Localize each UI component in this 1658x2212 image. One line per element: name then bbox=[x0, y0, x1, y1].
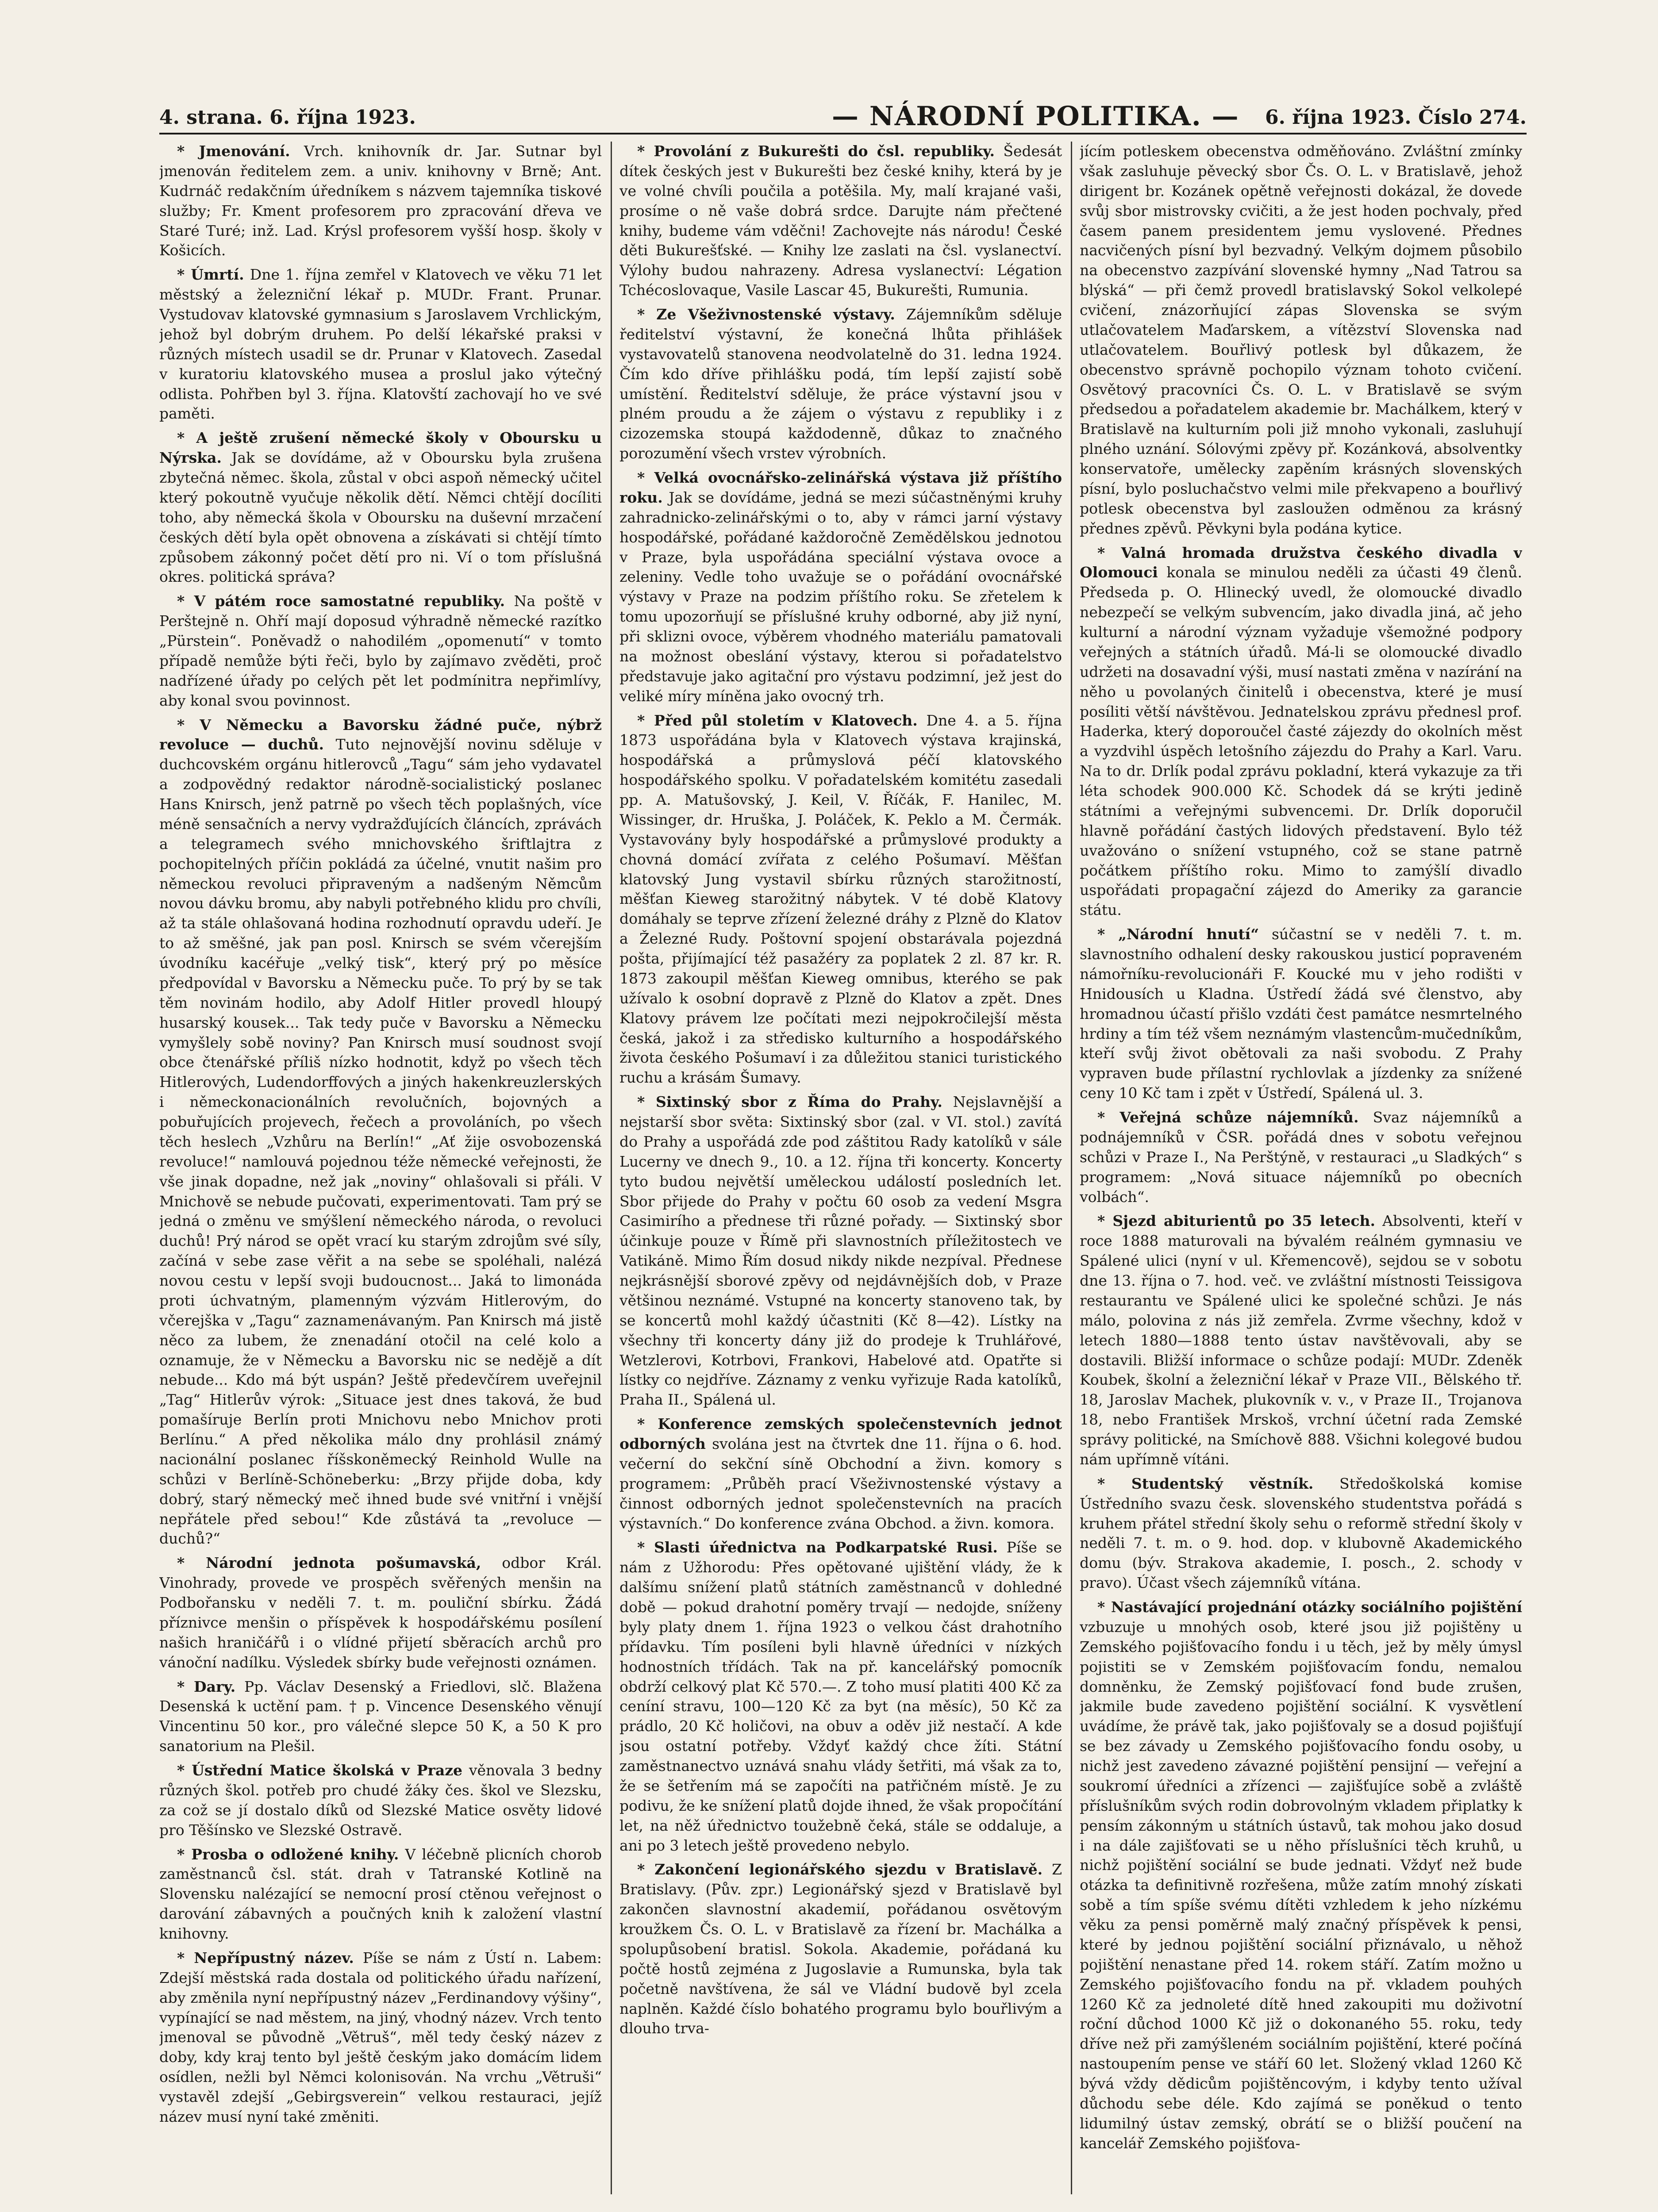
masthead-title: — NÁRODNÍ POLITIKA. — bbox=[832, 101, 1239, 132]
news-item-text bbox=[1080, 1598, 1522, 2154]
news-item-body: odbor Král. Vinohrady, provede ve prospěch svěřených menšin na Podbořansku v neděli 7. t. m. pouliční sbírku. Žádá příznivce menšin o příspěvek k hospodářskému posílení našich hraničářů i o vlídné přijetí sběracích archů pro vánoční nadílku. Výsledek sbírky bude veřejnosti oznámen. bbox=[159, 1554, 602, 1671]
news-item-body: Šedesát dítek českých jest v Bukurešti bez české knihy, která by je ve volné chvíli poučila a potěšila. My, malí krajané vaši, prosíme o ně vaše dobrá srdce. Darujte nám přečtené knihy, budeme vám vděčni! Zachovejte nás národu! České děti Bukurešťské. — Knihy lze zaslati na čsl. vyslanectví. Výlohy budou nahrazeny. Adresa vyslanectví: Légation Tchécoslovaque, Vasile Lascar 45, Bukurešti, Rumunia. bbox=[619, 142, 1062, 299]
news-item-headline: * Ze Všeživnostenské výstavy. bbox=[637, 306, 895, 323]
news-item bbox=[619, 1414, 1062, 1533]
news-item-headline: * Národní jednota pošumavská, bbox=[177, 1554, 481, 1572]
news-item bbox=[159, 265, 602, 424]
news-item-headline: * Dary. bbox=[177, 1678, 236, 1695]
news-item-body: V léčebně plicních chorob zaměstnanců čsl. stát. drah v Tatranské Kotlině na Slovensku nalézající se nemocní prosí ctěnou veřejnost o darování zábavných a poučných knih k založení vlastní knihovny. bbox=[159, 1845, 602, 1942]
news-item-headline: * Nastávající projednání otázky sociálního pojištění bbox=[1097, 1598, 1522, 1616]
news-item bbox=[1080, 543, 1522, 921]
news-item bbox=[619, 305, 1062, 464]
news-item bbox=[159, 142, 602, 261]
column-3 bbox=[1080, 142, 1522, 2194]
news-item bbox=[159, 428, 602, 587]
column-1 bbox=[159, 142, 602, 2194]
news-item bbox=[159, 1948, 602, 2127]
news-item-body: věnovala 3 bedny různých škol. potřeb pro chudé žáky čes. škol ve Slezsku, za což se jí dostalo díků od Slezské Matice osvěty lidové pro Těšínsko ve Slezské Ostravě. bbox=[159, 1762, 602, 1839]
news-item-body: svolána jest na čtvrtek dne 11. října o 6. hod. večerní do sekční síně Obchodní a živn. komory s programem: „Průběh prací Všeživnostenské výstavy a činnost odborných jednot společenstevních na pracích výstavních.“ Do konference zvána Obchod. a živn. komora. bbox=[619, 1435, 1062, 1532]
news-item-body: Z Bratislavy. (Pův. zpr.) Legionářský sjezd v Bratislavě byl zakončen slavnostní akademií, pořádanou osvětovým kroužkem Čs. O. L. v Bratislavě za řízení br. Machálka a spolupůsobení bratisl. Sokola. Akademie, pořádaná ku počtě hostů zejména z Jugoslavie a Rumunska, byla tak početně navštívena, že sál ve Vládní budově byl zcela naplněn. Každé číslo bohatého programu bylo bouřlivým a dlouho trva- bbox=[619, 1861, 1062, 2037]
news-item-headline: * Ústřední Matice školská v Praze bbox=[177, 1762, 463, 1779]
news-item-headline: * Před půl stoletím v Klatovech. bbox=[637, 711, 918, 729]
news-item bbox=[159, 715, 602, 1549]
news-item-text bbox=[159, 1553, 602, 1672]
news-item bbox=[619, 468, 1062, 707]
header-rule bbox=[159, 133, 1527, 134]
news-item-body: konala se minulou neděli za účasti 49 členů. Předseda p. O. Hlinecký uvedl, že olomoucké divadlo nebezpečí se velkým subvencím, jako divadla jiná, ač jeho kulturní a národní význam vyžaduje všemožné podpory veřejných a státních úřadů. Má-li se olomoucké divadlo udržeti na dosavadní výši, musí nastati změna v nazírání na něho u povolaných činitelů i obecenstva, které je musí posíliti větší návštěvou. Jednatelskou zprávu přednesl prof. Haderka, který doporoučel časté zájezdy do okolních měst a vyzdvihl úspěch letošního zájezdu do Prahy a Karl. Varu. Na to dr. Drlík podal zprávu pokladní, která vykazuje za tři léta schodek 900.000 Kč. Schodek dá se krýti jedině státními a veřejnými subvencemi. Dr. Drlík doporučil hlavně pořádání častých lidových představení. Bylo též uvažováno o snížení vstupného, což se stane patrně počátkem příštího roku. Mimo to zamýšlí divadlo uspořádati propagační zájezd do Ameriky za garancie státu. bbox=[1080, 564, 1522, 919]
news-item bbox=[1080, 1211, 1522, 1469]
news-item-headline: * Sixtinský sbor z Říma do Prahy. bbox=[637, 1093, 942, 1111]
news-item-headline: * V Německu a Bavorsku žádné puče, nýbrž revoluce — duchů. bbox=[159, 716, 602, 753]
news-item-body: Jak se dovídáme, jedná se mezi súčastněnými kruhy zahradnicko-zelinářskými o to, aby v rámci jarní výstavy hospodářské, pořádané každoročně Zemědělskou jednotou v Praze, byla uspořádána speciální výstava ovoce a zeleniny. Vedle toho uvažuje se o pořádání ovocnářské výstavy v Praze na podzim příštího roku. Se zřetelem k tomu upozorňují se příslušné kruhy odborné, aby již nyní, při sklizni ovoce, výběrem vhodného materiálu pamatovali na možnost obeslání výstavy, kterou si pořadatelstvo představuje jako agitační pro výstavu podzimní, jež jest do veliké míry míněna jako ovocný trh. bbox=[619, 488, 1062, 705]
news-item-body: Svaz nájemníků a podnájemníků v ČSR. pořádá dnes v sobotu veřejnou schůzi v Praze I., Na Perštýně, v restauraci „u Sladkých“ s programem: „Nová situace nájemníků po obecních volbách“. bbox=[1080, 1109, 1522, 1206]
header-right: 6. října 1923. Číslo 274. bbox=[1265, 106, 1527, 129]
news-item-headline: * Konference zemských společenstevních jednot odborných bbox=[619, 1415, 1062, 1452]
news-item bbox=[619, 1092, 1062, 1410]
news-item-text bbox=[619, 1860, 1062, 2039]
news-item bbox=[159, 1553, 602, 1672]
news-item-text bbox=[619, 1538, 1062, 1855]
news-item-text bbox=[159, 715, 602, 1549]
news-item-text bbox=[159, 591, 602, 710]
news-item bbox=[159, 1677, 602, 1757]
news-item-body: Píše se nám z Užhorodu: Přes opětované ujištění vlády, že k dalšímu snížení platů státních zaměstnanců v dohledné době — pokud drahotní poměry trvají — nedojde, sníženy byly platy dnem 1. října 1923 o velkou část drahotního přídavku. Tím posíleni byli hlavně úředníci v nízkých hodnostních třídách. Tak na př. kancelářský pomocník obdrží celkový plat Kč 570.—. Z toho musí platiti 400 Kč za ceníní stravu, 100—120 Kč za byt (na měsíc), 50 Kč za prádlo, 20 Kč holičovi, na obuv a oděv již nestačí. A kde jsou ostatní potřeby. Vždyť každý chce žíti. Státní zaměstnanectvo uznává snahu vlády šetřiti, má však za to, že se šetřením má se započíti na patřičném místě. Je zu podivu, že ke snížení platů dojde ihned, že však propočítání let, na něž úřednictvo toužebně čeká, stále se oddaluje, a ani po 3 letech ještě provedeno nebylo. bbox=[619, 1539, 1062, 1854]
news-item bbox=[1080, 1598, 1522, 2154]
news-item-text bbox=[159, 142, 602, 261]
news-item-text bbox=[159, 1845, 602, 1944]
header-left: 4. strana. 6. října 1923. bbox=[159, 106, 416, 129]
news-item-headline: * Úmrtí. bbox=[177, 266, 244, 284]
news-item-headline: * Jmenování. bbox=[177, 142, 290, 160]
news-item bbox=[619, 711, 1062, 1088]
news-item-body: Pp. Václav Desenský a Friedlovi, slč. Blažena Desenská k uctění pam. † p. Vincence Desenského věnují Vincentinu 50 kor., pro válečné slepce 50 K, a 50 K pro sanatorium na Plešil. bbox=[159, 1678, 602, 1755]
column-divider bbox=[611, 142, 612, 2194]
news-item-text bbox=[619, 711, 1062, 1088]
news-item-text bbox=[1080, 142, 1522, 539]
news-item-text bbox=[1080, 1474, 1522, 1593]
news-item-body: Vrch. knihovník dr. Jar. Sutnar byl jmenován ředitelem zem. a univ. knihovny v Brně; Ant. Kudrnáč redakčním úředníkem s názvem tajemníka tiskové služby; Fr. Kment profesorem pro zpracování dřeva ve Staré Turé; inž. Lad. Krýsl profesorem vyšší hosp. školy v Košicích. bbox=[159, 142, 602, 259]
news-item-headline: * Slasti úřednictva na Podkarpatské Rusi. bbox=[637, 1539, 998, 1556]
news-item-text bbox=[159, 1948, 602, 2127]
news-item-text bbox=[159, 1761, 602, 1840]
news-item bbox=[619, 142, 1062, 300]
news-item-headline: * Nepřípustný název. bbox=[177, 1949, 354, 1966]
column-divider bbox=[1071, 142, 1072, 2194]
news-item-headline: * V pátém roce samostatné republiky. bbox=[177, 592, 505, 610]
news-item-text bbox=[619, 468, 1062, 707]
news-item-headline: * A ještě zrušení německé školy v Oboursku u Nýrska. bbox=[159, 429, 602, 467]
news-item-headline: * „Národní hnutí“ bbox=[1097, 926, 1259, 943]
news-item-text bbox=[1080, 1108, 1522, 1207]
news-item-body: vzbuzuje u mnohých osob, které jsou již pojištěny u Zemského pojišťovacího fondu i u těch, jež by měly úmysl pojistiti se v Zemském pojišťovacím fondu, nemalou domněnku, že Zemský pojišťovací fond bude zrušen, jakmile bude zavedeno pojištění sociální. K vysvětlení uvádíme, že právě tak, jako pojišťovaly se a dosud pojišťují se bez závady u Zemského pojišťovacího fondu osoby, u nichž jest zavedeno závazné pojištění pensijní — veřejní a soukromí úředníci a zřízenci — zajišťujíce sobě a zvláště příslušníkům svých rodin dobrovolným vkladem připlatky k pensím zákonným u státních ústavů, tak mohou jako dosud i na dále zajišťovati se u něho příslušníci těch kruhů, u nichž pojištění sociální se bude jednati. Vždyť než bude otázka ta definitivně rozřešena, může zatím mnohý získati sobě a tím spíše svému dítěti vzhledem k jeho nízkému věku za pensi poměrně malý značný příspěvek k pensi, které by jednou pojištění sociální přiznávalo, u něhož pojištění nenastane před 14. rokem stáří. Zatím možno u Zemského pojišťovacího fondu na př. vkladem pouhých 1260 Kč za jednoleté dítě hned zakoupiti mu doživotní roční důchod 1000 Kč již o dokonaného 55. roku, tedy dříve než při zamýšleném sociálním pojištění, které počíná nastoupením pense ve stáří 60 let. Složený vklad 1260 Kč bývá vždy dědicům pojištěncovým, i kdyby tento užíval důchodu sebe déle. Kdo zajímá se poněkud o tento lidumilný ústav zemský, obrátí se o bližší poučení na kancelář Zemského pojišťova- bbox=[1080, 1618, 1522, 2152]
news-item-body: Nejslavnější a nejstarší sbor světa: Sixtinský sbor (zal. v VI. stol.) zavítá do Prahy a uspořádá zde pod záštitou Rady katolíků v sále Lucerny ve dnech 9., 10. a 12. října tři koncerty. Koncerty tyto budou největší uměleckou událostí posledních let. Sbor přijede do Prahy v počtu 60 osob za vedení Msgra Casimirího a přednese tři různé pořady. — Sixtinský sbor účinkuje pouze v Římě při slavnostních příležitostech ve Vatikáně. Mimo Řím dosud nikdy nikde nezpíval. Přednese nejkrásnější sborové zpěvy od nejdávnějších dob, v Praze většinou neznámé. Vstupné na koncerty stanoveno tak, by se koncertů mohl každý účastniti (Kč 8—42). Lístky na všechny tři koncerty dány již do prodeje k Truhlářové, Wetzlerovi, Kotrbovi, Frankovi, Habelové atd. Opatřte si lístky co nejdříve. Záznamy z venku vyřizuje Rada katolíků, Praha II., Spálená ul. bbox=[619, 1093, 1062, 1409]
news-item-headline: * Prosba o odložené knihy. bbox=[177, 1845, 399, 1863]
news-item-body: Středoškolská komise Ústředního svazu česk. slovenského studentstva pořádá s kruhem přátel střední školy sehu o reformě střední školy v neděli 7. t. m. o 9. hod. dop. v klubovně Akademického domu (býv. Strakova akademie, I. posch., 2. schody v pravo). Účast všech zájemníků vítána. bbox=[1080, 1475, 1522, 1592]
news-item-text bbox=[1080, 1211, 1522, 1469]
news-item-body: súčastní se v neděli 7. t. m. slavnostního odhalení desky rakouskou justicí popraveném námořníku-revolucionáři F. Koucké mu v jeho rodišti v Hnidousích u Kladna. Ústředí žádá své členstvo, aby hromadnou účastí přišlo vzdáti čest památce nesmrtelného hrdiny a tím též všem neznámým vlastencům-mučedníkům, kteří svůj život obětovali za naši svobodu. Z Prahy vypraven bude přílastní rychlovlak a jízdenky za snížené ceny 10 Kč tam i zpět v Ústředí, Spálená ul. 3. bbox=[1080, 926, 1522, 1102]
news-item bbox=[1080, 142, 1522, 539]
news-item-body: Dne 4. a 5. října 1873 uspořádána byla v Klatovech výstava krajinská, hospodářská a průmyslová péčí klatovského hospodářského spolku. V pořadatelském komitétu zasedali pp. A. Matušovský, J. Keil, V. Říčák, F. Hanilec, M. Wissinger, dr. Hruška, J. Poláček, K. Peklo a M. Čermák. Vystavovány byly hospodářské a průmyslové produkty a chovná domácí zvířata z celého Pošumaví. Měšťan klatovský Jung vystavil sbírku různých starožitností, měšťan Kieweg starožitný nábytek. V té době Klatovy domáhaly se teprve zřízení železné dráhy z Plzně do Klatov a Železné Rudy. Poštovní spojení obstarávala pojezdná pošta, přijímající též pasažéry za poplatek 2 zl. 87 kr. R. 1873 zakoupil měšťan Kieweg omnibus, kterého se pak užívalo k osobní dopravě z Plzně do Klatov a zpět. Dnes Klatovy právem lze počítati mezi nejpokročilejší města česká, jakož i za středisko kulturního a hospodářského života českého Pošumaví i za důležitou stanici turistického ruchu a krásám Šumavy. bbox=[619, 711, 1062, 1087]
news-item-text bbox=[159, 265, 602, 424]
news-item-text bbox=[159, 1677, 602, 1757]
news-item-text bbox=[1080, 543, 1522, 921]
news-item bbox=[619, 1860, 1062, 2039]
news-item bbox=[159, 591, 602, 710]
news-item-text bbox=[159, 428, 602, 587]
news-item-text bbox=[619, 1092, 1062, 1410]
news-item bbox=[619, 1538, 1062, 1855]
news-item-body: Jak se dovídáme, až v Oboursku byla zrušena zbytečná němec. škola, zůstal v obci aspoň německý učitel který pokoutně vyučuje několik dětí. Němci chtějí docíliti toho, aby německá škola v Oboursku na duševní mrzačení českých dětí byla opět obnovena a získávati si chtějí tímto způsobem zákonný počet dětí pro ni. Ví o tom příslušná okres. politická správa? bbox=[159, 449, 602, 586]
news-item-text bbox=[619, 305, 1062, 464]
news-item-headline: * Studentský věstník. bbox=[1097, 1475, 1314, 1492]
news-item-body: Tuto nejnovější novinu sděluje v duchcovském orgánu hitlerovců „Tagu“ sám jeho vydavatel a zodpovědný redaktor národně-socialistický poslanec Hans Knirsch, jenž patrně po všech těch poplašných, více méně sensačních a nervy vydražďujících článcích, zprávách a telegramech svého mnichovského šriftlajtra z pochopitelných příčin pokládá za účelné, vnutit našim pro německou revoluci připraveným a nadšeným Němcům novou dávku bromu, aby nabyli potřebného klidu pro chvíli, až ta stále ohlašovaná hodina rozhodnutí opravdu udeří. Je to až směšné, jak pan posl. Knirsch se svém včerejším úvodníku kacéřuje „velký tisk“, který prý po měsíce předpovídal v Bavorsku a Německu puče. To prý by se tak těm novinám hodilo, aby Adolf Hitler provedl hloupý husarský kousek... Tak tedy puče v Bavorsku a Německu vymyšlely sobě noviny? Pan Knirsch musí soudnost svojí obce čtenářské příliš nízko hodnotit, když po všech těch Hitlerových, Ludendorffových a jiných hakenkreuzlerských i německonacionálních revolučních, bojovných a pobuřujících projevech, řečech a provoláních, po všech těch heslech „Vzhůru na Berlín!“ „Ať žije osvobozenská revoluce!“ namlouvá pojednou téže německé veřejnosti, že vše jinak dopadne, než jak „noviny“ ohlašovali si přáli. V Mnichově se nebude pučovati, experimentovati. Tam prý se jedná o změnu ve smýšlení německého národa, o revoluci duchů! Prý národ se opět vrací ku starým zdrojům své síly, začíná v sebe zase věřit a na sebe se spoléhali, nalézá novou cestu v lepší svoji budoucnost... Jaká to limonáda proti úchvatným, plamenným výzvám Hitlerovým, do včerejška v „Tagu“ zaznamenávaným. Pan Knirsch má jistě něco za lubem, že znenadání otočil na celé kolo a oznamuje, že v Německu a Bavorsku nic se nedějě a dít nebude... Kdo má být uspán? Ještě předevčírem uveřejnil „Tag“ Hitlerův výrok: „Situace jest dnes taková, že bud pomašíruje Berlín proti Mnichovu nebo Mnichov proti Berlínu.“ A před několika málo dny prohlásil známý nacionální poslanec říšskoněmecký Reinhold Wulle na schůzi v Berlíně-Schöneberku: „Brzy přijde doba, kdy dobrý, starý německý meč ihned bude své vnitřní i vnější nepřátele před sebou!“ Kde zůstává ta „revoluce — duchů?“ bbox=[159, 736, 602, 1548]
news-item bbox=[1080, 1474, 1522, 1593]
news-item bbox=[159, 1761, 602, 1840]
news-item bbox=[159, 1845, 602, 1944]
news-item-body: Zájemníkům sděluje ředitelství výstavní, že konečná lhůta přihlášek vystavovatelů stanovena neodvolatelně do 31. ledna 1924. Čím kdo dříve přihlášku podá, tím lepší zajistí sobě umístění. Ředitelství sděluje, že práce výstavní jsou v plném proudu a že zájem o výstavu z republiky i z cizozemska stoupá každodenně, důkaz to značného porozumění všech vrstev výrobních. bbox=[619, 306, 1062, 462]
news-item-body: Absolventi, kteří v roce 1888 maturovali na bývalém reálném gymnasiu ve Spálené ulici (nyní v ul. Křemencově), sejdou se v sobotu dne 13. října o 7. hod. več. ve zvláštní místnosti Teissigova restaurantu ve Spálené ulici ke společné schůzi. Je nás málo, polovina z nás již zemřela. Zvrme všechny, kdož v letech 1880—1888 tento ústav navštěvovali, aby se dostavili. Bližší informace o schůze podají: MUDr. Zdeněk Koubek, školní a železniční lékař v Praze VII., Bělského tř. 18, Jaroslav Machek, plukovník v. v., v Praze II., Trojanova 18, nebo František Mrskoš, vrchní účetní rada Zemské správy politické, na Smíchově 888. Všichni kolegové budou nám upřímně vítáni. bbox=[1080, 1212, 1522, 1468]
news-item-text bbox=[619, 142, 1062, 300]
news-item-headline: * Veřejná schůze nájemníků. bbox=[1097, 1109, 1359, 1126]
news-item-body: Píše se nám z Ústí n. Labem: Zdejší městská rada dostala od politického úřadu nařízení, aby změnila nyní nepřípustný název „Ferdinandovy výšiny“, vypínající se nad městem, na jiný, vhodný název. Vrch tento jmenoval se původně „Větruš“, měl tedy český název z doby, kdy kraj tento byl ještě českým jako domácím lidem osídlen, nežli byl Němci kolonisován. Na vrchu „Větruši“ vystavěl zdejší „Gebirgsverein“ velkou restauraci, jejíž název musí nyní také změniti. bbox=[159, 1949, 602, 2125]
news-item-headline: * Provolání z Bukurešti do čsl. republiky. bbox=[637, 142, 995, 160]
news-item bbox=[1080, 925, 1522, 1103]
page-header bbox=[159, 97, 1527, 137]
news-item-headline: * Sjezd abiturientů po 35 letech. bbox=[1097, 1212, 1375, 1230]
column-2 bbox=[619, 142, 1062, 2194]
news-item bbox=[1080, 1108, 1522, 1207]
news-item-text bbox=[1080, 925, 1522, 1103]
news-item-headline: * Zakončení legionářského sjezdu v Bratislavě. bbox=[637, 1861, 1043, 1878]
news-item-body: jícím potleskem obecenstva odměňováno. Zvláštní zmínky však zasluhuje pěvecký sbor Čs. O. L. v Bratislavě, jehož dirigent br. Kozánek opětně veřejnosti dokázal, že dovede svůj sbor mistrovsky cvičiti, a že jest hoden pochvaly, před časem panem presidentem jemu vyslovené. Přednes nacvičených písní byl bezvadný. Velkým dojmem působilo na obecenstvo zazpívání slovenské hymny „Nad Tatrou sa blýská“ — při čemž provedl bratislavský Sokol velkolepé cvičení, znázorňující zápas Slovenska se svým utlačovatelem Maďarskem, a vítězství Slovenska nad utlačovatelem. Bouřlivý potlesk byl důkazem, že obecenstvo správně pochopilo význam tohoto cvičení. Osvětový pracovníci Čs. O. L. v Bratislavě se svým předsedou a pořadatelem akademie br. Machálkem, který v Bratislavě na kulturním poli již mnoho vykonali, zasluhují plného uznání. Sólovými zpěvy př. Kozánková, absolventky konservatoře, umělecky zapěním krásných slovenských písní, bylo posluchačstvo velmi mile překvapeno a bouřlivý potlesk obecenstva byl zasloužen odměnou za krásný přednes zpěvů. Pěvkyni byla podána kytice. bbox=[1080, 142, 1522, 537]
news-item-body: Dne 1. října zemřel v Klatovech ve věku 71 let městský a železniční lékař p. MUDr. Frant. Prunar. Vystudovav klatovské gymnasium s Jaroslavem Vrchlickým, jehož byl dobrým druhem. Po delší lékařské praksi v různých místech usadil se dr. Prunar v Klatovech. Zasedal v kuratoriu klatovského musea a proslul jako výtečný odlista. Pohřben byl 3. října. Klatovští zachovají ho ve své paměti. bbox=[159, 266, 602, 422]
news-item-body: Na poště v Perštejně n. Ohří mají doposud výhradně německé razítko „Pürstein“. Poněvadž o nahodilém „opomenutí“ v tomto případě nemůže býti řeči, bylo by zajímavo zvěděti, proč nadřízené úřady po celých pět let podmínitra nepřimlívy, aby konal svou povinnost. bbox=[159, 592, 602, 709]
news-item-headline: * Velká ovocnářsko-zelinářská výstava již příštího roku. bbox=[619, 469, 1062, 506]
news-item-text bbox=[619, 1414, 1062, 1533]
news-item-headline: * Valná hromada družstva českého divadla v Olomouci bbox=[1080, 544, 1522, 581]
